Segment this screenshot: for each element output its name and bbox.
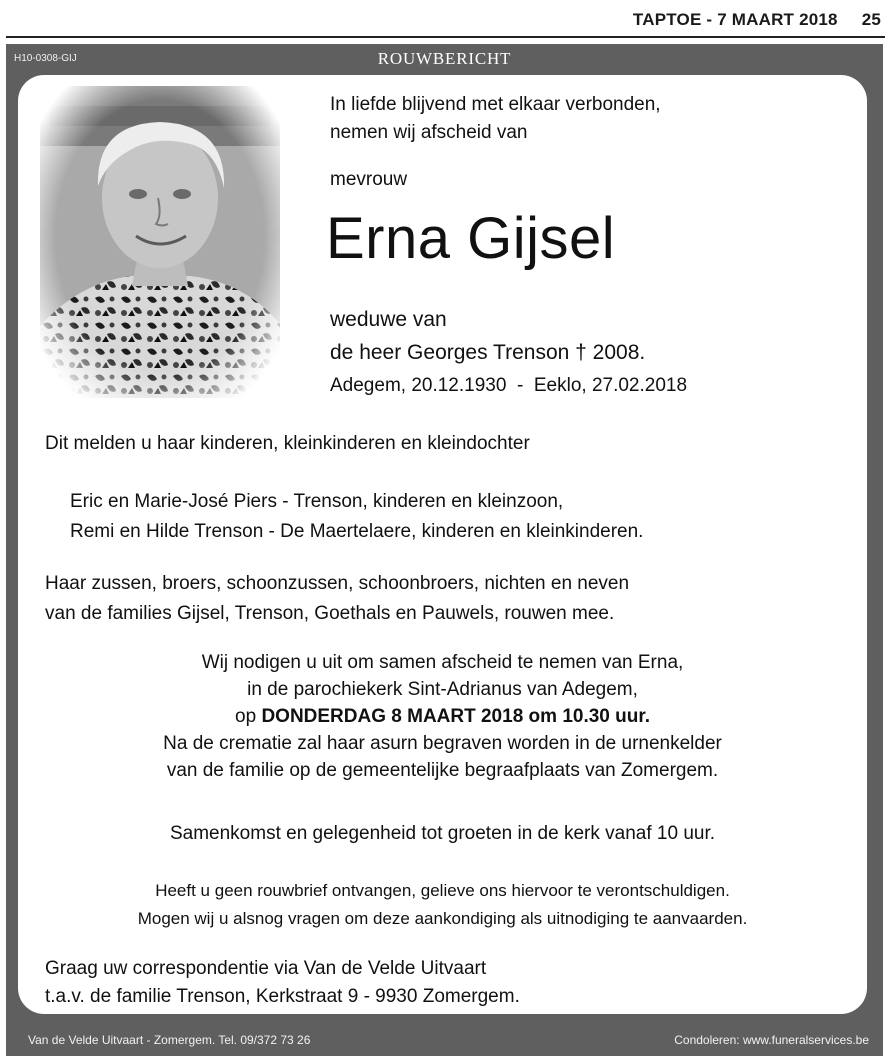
relatives-line: Haar zussen, broers, schoonzussen, schoonbroers, nichten en neven [45, 573, 630, 594]
widow-line: weduwe van [330, 308, 447, 331]
invitation-line: van de familie op de gemeentelijke begraafplaats van Zomergem. [166, 760, 719, 781]
invitation-date-line [18, 703, 867, 730]
intro-line: In liefde blijvend met elkaar verbonden, [330, 94, 661, 115]
life-dates-text: Adegem, 20.12.1930 - Eeklo, 27.02.2018 [330, 375, 688, 396]
invitation-line: Wij nodigen u uit om samen afscheid te nemen van Erna, [201, 652, 684, 673]
apology-text [18, 877, 867, 933]
children-list [70, 487, 643, 547]
apology-line: Mogen wij u alsnog vragen om deze aankondiging als uitnodiging te aanvaarden. [137, 909, 748, 928]
invitation-line: Na de crematie zal haar asurn begraven worden in de urnenkelder [163, 733, 722, 754]
honorific: mevrouw [330, 169, 408, 190]
condolence-link[interactable]: Condoleren: www.funeralservices.be [674, 1033, 869, 1047]
intro-line: nemen wij afscheid van [330, 122, 528, 143]
funeral-date: DONDERDAG 8 MAART 2018 om 10.30 uur. [261, 706, 650, 727]
portrait-photo [40, 86, 280, 398]
ad-code: H10-0308-GIJ [14, 53, 77, 64]
deceased-name: Erna Gijsel [326, 206, 616, 271]
masthead-title: TAPTOE - 7 MAART 2018 [632, 10, 838, 29]
life-dates [330, 375, 687, 397]
invitation-line: in de parochiekerk Sint-Adrianus van Adegem, [247, 679, 638, 700]
announcement: Dit melden u haar kinderen, kleinkinderen en kleindochter [45, 433, 530, 454]
correspondence-line: Graag uw correspondentie via Van de Velde Uitvaart [45, 958, 487, 979]
apology-line: Heeft u geen rouwbrief ontvangen, gelieve ons hiervoor te verontschuldigen. [155, 881, 730, 900]
widow-line: de heer Georges Trenson † 2008. [330, 341, 646, 364]
correspondence-address [45, 955, 520, 1011]
children-line: Eric en Marie-José Piers - Trenson, kinderen en kleinzoon, [70, 491, 564, 512]
obituary-frame [6, 44, 883, 1056]
correspondence-line: t.a.v. de familie Trenson, Kerkstraat 9 - 9930 Zomergem. [45, 986, 520, 1007]
newspaper-masthead [633, 10, 881, 30]
obituary-card [18, 75, 867, 1014]
children-line: Remi en Hilde Trenson - De Maertelaere, kinderen en kleinkinderen. [70, 521, 644, 542]
page-number: 25 [861, 10, 881, 29]
masthead-rule [6, 36, 885, 38]
relatives-line: van de families Gijsel, Trenson, Goethals en Pauwels, rouwen mee. [45, 603, 615, 624]
portrait-illustration [40, 86, 280, 398]
gathering-info: Samenkomst en gelegenheid tot groeten in de kerk vanaf 10 uur. [169, 823, 716, 844]
relatives-text [45, 569, 629, 629]
funeral-home-contact: Van de Velde Uitvaart - Zomergem. Tel. 09/372 73 26 [28, 1033, 311, 1047]
intro-text [330, 91, 661, 147]
section-header: ROUWBERICHT [377, 49, 512, 68]
funeral-invitation [18, 649, 867, 784]
invitation-prefix: op [235, 706, 262, 727]
widow-text [330, 303, 645, 369]
